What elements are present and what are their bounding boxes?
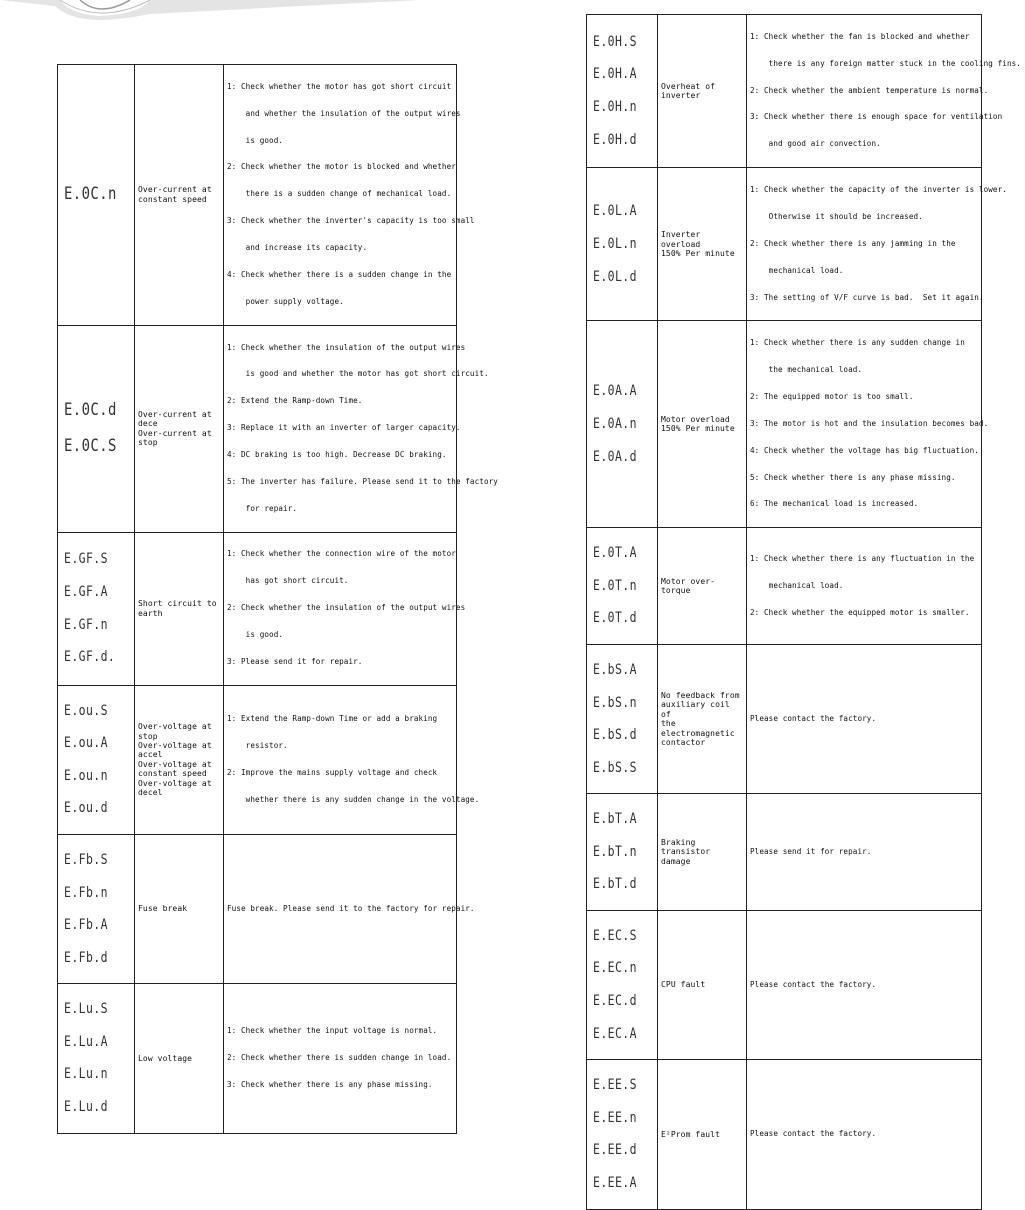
fault-name: Low voltage bbox=[135, 984, 224, 1133]
fault-code: E.GF.n bbox=[64, 616, 108, 633]
fault-code: E.0H.d bbox=[593, 131, 637, 148]
fault-code: E.Lu.n bbox=[64, 1066, 108, 1083]
fault-row bbox=[587, 910, 982, 1059]
fault-name: Over-voltage at stop Over-voltage at accel Over-voltage at constant speed Over-voltage at decel bbox=[135, 685, 224, 834]
fault-actions bbox=[747, 1060, 982, 1209]
fault-name: Motor overload 150% Per minute bbox=[658, 321, 747, 528]
fault-actions bbox=[224, 65, 475, 326]
action-line: Please contact the factory. bbox=[750, 1128, 877, 1138]
fault-code: E.0L.n bbox=[593, 235, 637, 252]
fault-code: E.bS.d bbox=[593, 727, 637, 744]
fault-name: Over-current at dece Over-current at stop bbox=[135, 325, 224, 532]
action-line: 2: Improve the mains supply voltage and check bbox=[227, 767, 438, 777]
action-line: 1: Check whether there is any sudden change in bbox=[750, 338, 965, 348]
fault-code: E.GF.A bbox=[64, 584, 108, 601]
fault-row bbox=[587, 1060, 982, 1209]
fault-code: E.Fb.d bbox=[64, 949, 108, 966]
action-line: Please contact the factory. bbox=[750, 713, 877, 723]
fault-actions bbox=[224, 984, 457, 1133]
action-line: 4: Check whether the voltage has big fluctuation. bbox=[750, 445, 979, 455]
action-line: 2: Check whether the ambient temperature is normal. bbox=[750, 85, 989, 95]
action-line: 3: Replace it with an inverter of larger capacity. bbox=[227, 423, 461, 433]
action-line: 1: Check whether the insulation of the output wires bbox=[227, 342, 466, 352]
action-line: 2: Check whether the motor is blocked and whether bbox=[227, 162, 456, 172]
fault-code: E.Lu.A bbox=[64, 1033, 108, 1050]
action-line: Fuse break. Please send it to the factory for repair. bbox=[227, 903, 475, 913]
fault-name: Inverter overload 150% Per minute bbox=[658, 168, 747, 321]
action-line: has got short circuit. bbox=[227, 576, 349, 586]
fault-code: E.EC.A bbox=[593, 1025, 637, 1042]
fault-code: E.0H.S bbox=[593, 33, 637, 50]
fault-row bbox=[587, 645, 982, 794]
fault-code-cell bbox=[58, 65, 135, 326]
action-line: whether there is any sudden change in the voltage. bbox=[227, 794, 480, 804]
fault-code-cell bbox=[587, 910, 658, 1059]
fault-code-cell bbox=[58, 984, 135, 1133]
action-line: 5: Check whether there is any phase missing. bbox=[750, 472, 956, 482]
fault-code: E.ou.n bbox=[64, 767, 108, 784]
fault-row bbox=[58, 984, 457, 1133]
fault-name: Fuse break bbox=[135, 835, 224, 984]
fault-actions bbox=[224, 325, 498, 532]
fault-code-cell bbox=[587, 168, 658, 321]
fault-row bbox=[587, 321, 982, 528]
fault-actions bbox=[747, 15, 1021, 168]
action-line: is good and whether the motor has got short circuit. bbox=[227, 369, 489, 379]
action-line: 2: Check whether there is sudden change in load. bbox=[227, 1052, 452, 1062]
action-line: 2: Extend the Ramp-down Time. bbox=[227, 396, 363, 406]
fault-code: E.0T.n bbox=[593, 577, 637, 594]
action-line: 2: Check whether there is any jamming in the bbox=[750, 238, 956, 248]
fault-row bbox=[587, 168, 982, 321]
fault-row bbox=[58, 65, 457, 326]
fault-code: E.bS.A bbox=[593, 661, 637, 678]
fault-code: E.0T.A bbox=[593, 545, 637, 562]
fault-actions bbox=[747, 794, 982, 911]
fault-name: E²Prom fault bbox=[658, 1060, 747, 1209]
fault-code-cell bbox=[587, 528, 658, 645]
fault-code: E.EE.d bbox=[593, 1142, 637, 1159]
fault-code: E.0A.d bbox=[593, 448, 637, 465]
fault-row bbox=[587, 794, 982, 911]
fault-code-cell bbox=[58, 835, 135, 984]
fault-code-cell bbox=[58, 325, 135, 532]
header-decoration bbox=[0, 0, 420, 40]
fault-row bbox=[58, 325, 457, 532]
action-line: 3: The setting of V/F curve is bad. Set it again. bbox=[750, 292, 984, 302]
fault-actions bbox=[747, 528, 982, 645]
fault-name: Short circuit to earth bbox=[135, 532, 224, 685]
action-line: is good. bbox=[227, 630, 284, 640]
action-line: the mechanical load. bbox=[750, 365, 863, 375]
fault-code: E.ou.S bbox=[64, 702, 108, 719]
fault-row bbox=[587, 15, 982, 168]
action-line: 1: Check whether there is any fluctuation in the bbox=[750, 553, 975, 563]
action-line: and good air convection. bbox=[750, 139, 881, 149]
action-line: 6: The mechanical load is increased. bbox=[750, 499, 919, 509]
action-line: 1: Check whether the input voltage is normal. bbox=[227, 1026, 438, 1036]
fault-row bbox=[58, 835, 457, 984]
fault-code: E.0H.A bbox=[593, 66, 637, 83]
fault-code-cell bbox=[58, 685, 135, 834]
action-line: 1: Check whether the motor has got short circuit bbox=[227, 81, 452, 91]
fault-code-cell bbox=[587, 645, 658, 794]
action-line: 1: Check whether the fan is blocked and whether bbox=[750, 31, 970, 41]
fault-code: E.GF.d. bbox=[64, 649, 116, 666]
fault-code: E.EE.S bbox=[593, 1077, 637, 1094]
fault-code: E.bT.n bbox=[593, 843, 637, 860]
fault-code: E.GF.S bbox=[64, 551, 108, 568]
fault-row bbox=[58, 532, 457, 685]
fault-code-cell bbox=[587, 321, 658, 528]
action-line: 4: Check whether there is a sudden change in the bbox=[227, 269, 452, 279]
action-line: there is a sudden change of mechanical load. bbox=[227, 189, 452, 199]
fault-code: E.bS.n bbox=[593, 694, 637, 711]
action-line: resistor. bbox=[227, 741, 288, 750]
fault-code: E.0T.d bbox=[593, 610, 637, 627]
fault-code: E.Fb.n bbox=[64, 884, 108, 901]
action-line: 1: Check whether the capacity of the inverter is lower. bbox=[750, 185, 1007, 195]
action-line: Otherwise it should be increased. bbox=[750, 211, 923, 221]
action-line: mechanical load. bbox=[750, 580, 844, 590]
action-line: for repair. bbox=[227, 503, 298, 513]
fault-actions bbox=[747, 910, 982, 1059]
fault-row bbox=[587, 528, 982, 645]
fault-name: Braking transistor damage bbox=[658, 794, 747, 911]
fault-name: Overheat of inverter bbox=[658, 15, 747, 168]
fault-actions bbox=[224, 835, 475, 984]
fault-code: E.ou.d bbox=[64, 800, 108, 817]
fault-name: No feedback from auxiliary coil of the electromagnetic contactor bbox=[658, 645, 747, 794]
fault-name: Motor over-torque bbox=[658, 528, 747, 645]
action-line: 3: Check whether there is any phase missing. bbox=[227, 1079, 433, 1089]
fault-code: E.EE.A bbox=[593, 1174, 637, 1191]
fault-code-cell bbox=[587, 794, 658, 911]
fault-code: E.Fb.S bbox=[64, 851, 108, 868]
action-line: there is any foreign matter stuck in the cooling fins. bbox=[750, 58, 1021, 68]
action-line: 4: DC braking is too high. Decrease DC braking. bbox=[227, 449, 447, 459]
fault-code-cell bbox=[587, 15, 658, 168]
fault-code: E.EC.S bbox=[593, 927, 637, 944]
fault-code-cell bbox=[58, 532, 135, 685]
fault-code: E.bS.S bbox=[593, 759, 637, 776]
action-line: 3: The motor is hot and the insulation becomes bad. bbox=[750, 418, 989, 428]
fault-actions bbox=[224, 532, 466, 685]
fault-code: E.0H.n bbox=[593, 99, 637, 116]
fault-code: E.bT.A bbox=[593, 811, 637, 828]
action-line: 1: Extend the Ramp-down Time or add a braking bbox=[227, 714, 438, 724]
action-line: is good. bbox=[227, 135, 284, 145]
fault-code: E.Lu.d bbox=[64, 1099, 108, 1116]
action-line: Please contact the factory. bbox=[750, 979, 877, 989]
fault-code: E.bT.d bbox=[593, 876, 637, 893]
fault-actions bbox=[747, 645, 982, 794]
action-line: 3: Please send it for repair. bbox=[227, 656, 363, 666]
fault-code: E.EC.n bbox=[593, 960, 637, 977]
fault-code: E.ou.A bbox=[64, 735, 108, 752]
action-line: 1: Check whether the connection wire of the motor bbox=[227, 549, 456, 559]
fault-table-left bbox=[57, 64, 498, 1134]
action-line: and increase its capacity. bbox=[227, 243, 368, 253]
fault-code: E.Fb.A bbox=[64, 917, 108, 934]
fault-code: E.0C.n bbox=[64, 183, 117, 204]
action-line: 2: Check whether the insulation of the output wires bbox=[227, 603, 466, 613]
action-line: 2: Check whether the equipped motor is smaller. bbox=[750, 607, 970, 617]
fault-actions bbox=[224, 685, 480, 834]
action-line: 2: The equipped motor is too small. bbox=[750, 392, 914, 402]
fault-actions bbox=[747, 321, 989, 528]
fault-code-cell bbox=[587, 1060, 658, 1209]
action-line: and whether the insulation of the output wires bbox=[227, 108, 461, 118]
action-line: power supply voltage. bbox=[227, 296, 344, 306]
fault-code: E.0A.n bbox=[593, 416, 637, 433]
action-line: mechanical load. bbox=[750, 265, 844, 275]
action-line: Please send it for repair. bbox=[750, 846, 872, 856]
fault-name: Over-current at constant speed bbox=[135, 65, 224, 326]
fault-code: E.0C.S bbox=[64, 435, 117, 456]
fault-code: E.0A.A bbox=[593, 383, 637, 400]
action-line: 3: Check whether the inverter's capacity is too small bbox=[227, 216, 475, 226]
action-line: 3: Check whether there is enough space for ventilation bbox=[750, 112, 1003, 122]
fault-code: E.0C.d bbox=[64, 399, 117, 420]
fault-actions bbox=[747, 168, 1007, 321]
action-line: 5: The inverter has failure. Please send it to the factory bbox=[227, 476, 498, 486]
fault-code: E.0L.d bbox=[593, 268, 637, 285]
fault-table-right bbox=[586, 14, 1021, 1210]
fault-code: E.Lu.S bbox=[64, 1001, 108, 1018]
fault-name: CPU fault bbox=[658, 910, 747, 1059]
fault-code: E.EE.n bbox=[593, 1109, 637, 1126]
fault-code: E.0L.A bbox=[593, 203, 637, 220]
fault-row bbox=[58, 685, 457, 834]
fault-code: E.EC.d bbox=[593, 993, 637, 1010]
